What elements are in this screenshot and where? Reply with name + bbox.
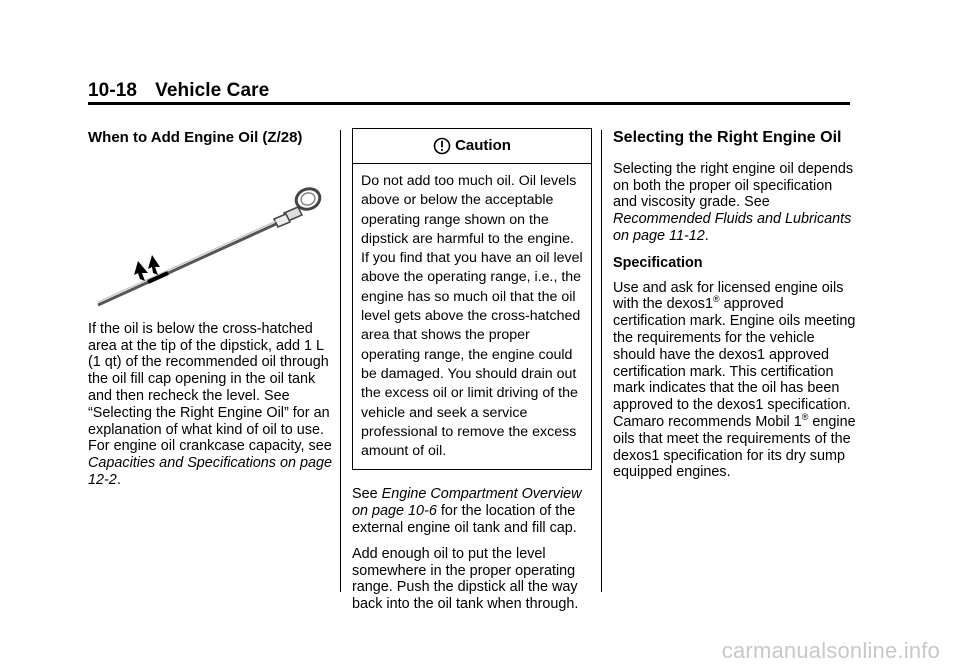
specification-subheading: Specification (613, 254, 703, 271)
watermark: carmanualsonline.info (721, 638, 940, 663)
caution-title: Caution (455, 136, 511, 154)
caution-text: Do not add too much oil. Oil levels above or below the acceptable operating range shown on the dipstick are harmful to the engine. If you find that you have an oil level above the operating range, i.e., the engine has so much oil that the oil level gets above the cross-hatched area that shows the proper operating range, the engine could be damaged. You should drain out the excess oil or limit driving of the vehicle and seek a service professional to remove the excess amount of oil. (361, 173, 583, 460)
column-divider-1 (340, 130, 341, 592)
selecting-oil-intro: Selecting the right engine oil depends on both the proper oil specification and viscosity grade. See Recommended Fluids and Lubricants on page 11-12. (613, 160, 854, 244)
caution-header (353, 129, 591, 164)
fluids-reference[interactable]: Recommended Fluids and Lubricants on page 11-12 (613, 211, 852, 244)
engine-compartment-reference[interactable]: Engine Compartment Overview on page 10-6 (352, 486, 582, 520)
page-header (88, 80, 269, 102)
dipstick-illustration (88, 169, 333, 309)
see-engine-compartment-paragraph: See Engine Compartment Overview on page 10-6 for the location of the external engine oil tank and fill cap. (352, 486, 582, 537)
header-divider (88, 102, 850, 105)
page-number: 10-18 (88, 80, 138, 101)
section-title: Vehicle Care (155, 80, 270, 101)
column-divider-2 (601, 130, 602, 592)
column-middle (352, 128, 592, 622)
heading-selecting-oil: Selecting the Right Engine Oil (613, 129, 842, 146)
add-enough-oil-paragraph: Add enough oil to put the level somewhere in the proper operating range. Push the dipstick all the way back into the oil tank when through. (352, 545, 579, 613)
caution-box (352, 128, 592, 470)
heading-when-to-add-oil: When to Add Engine Oil (Z/28) (88, 129, 303, 146)
column-left (88, 130, 333, 498)
specification-paragraph: Use and ask for licensed engine oils with the dexos1® approved certification mark. Engine oils meeting the requirements for the vehicle should have the dexos1 approved certification mark. This certification mark indicates that the oil has been approved to the dexos1 specification. Camaro recommends Mobil 1® engine oils that meet the requirements of the dexos1 specification for its dry sump equipped engines. (613, 279, 856, 481)
caution-icon (433, 137, 451, 155)
capacities-reference[interactable]: Capacities and Specifications on page 12-2 (88, 455, 333, 488)
dipstick-figure (88, 169, 333, 309)
column-right (613, 130, 858, 490)
add-oil-paragraph: If the oil is below the cross-hatched area at the tip of the dipstick, add 1 L (1 qt) of the recommended oil through the oil fill cap opening in the oil tank and then recheck the level. See “Selecting the Right Engine Oil” for an explanation of what kind of oil to use. For engine oil crankcase capacity, see Capacities and Specifications on page 12-2. (88, 320, 333, 488)
